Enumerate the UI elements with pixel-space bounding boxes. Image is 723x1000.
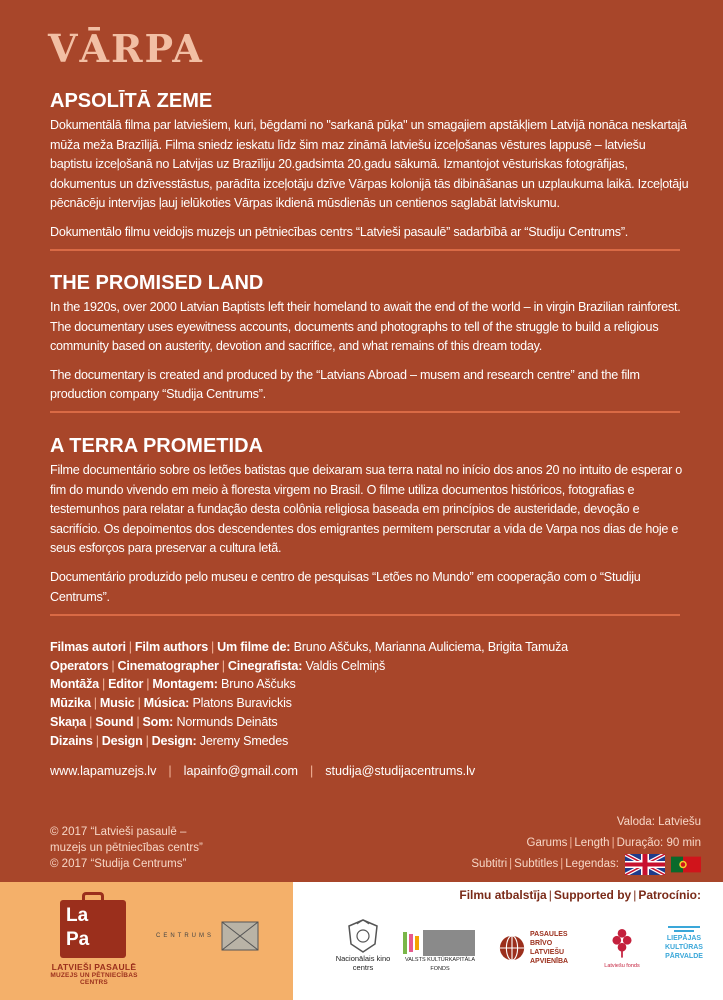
lapa-caption: LATVIEŠI PASAULĒ (51, 962, 137, 972)
subtitles-line: Subtitri | Subtitles | Legendas: (471, 854, 701, 875)
credit-role: Mūzika (50, 696, 91, 711)
sponsor-pbla (498, 930, 590, 966)
credit-role: Cinegrafista: (227, 658, 303, 673)
credit-role: Editor (108, 677, 144, 692)
globe-icon (498, 934, 526, 962)
portugal-flag-icon (671, 854, 701, 875)
sponsor-nkc (335, 918, 391, 972)
email-link[interactable]: studija@studijacentrums.lv (325, 764, 476, 778)
copyright-line: © 2017 “Latvieši pasaulē – (50, 826, 187, 838)
centrums-logo: CENTRUMS (156, 933, 214, 939)
credit-role: Operators (50, 658, 109, 673)
section-english (50, 272, 690, 405)
supported-label: Supported by (553, 888, 632, 902)
credit-role: Skaņa (50, 714, 87, 729)
credit-names: Normunds Deināts (176, 714, 278, 729)
email-link[interactable]: lapainfo@gmail.com (183, 764, 298, 778)
vkf-logo-icon (403, 928, 477, 956)
credits-list (50, 638, 690, 750)
contact-links (50, 764, 475, 778)
duration-line: Garums | Length | Duração: 90 min (526, 837, 701, 849)
divider (50, 614, 680, 616)
section-paragraph: In the 1920s, over 2000 Latvian Baptists left their homeland to await the end of the world – in virgin Brazilian rainforest. The documentary uses eyewitness accounts, documents and photographs to tell of the struggle to build a religious community based on austerity, devotion and sacrifice, and what remains of this dream today. (50, 300, 681, 354)
supported-label: Filmu atbalstīja (459, 888, 547, 902)
divider (50, 411, 680, 413)
credit-line: Mūzika | Music | Música: Platons Buravickis (50, 696, 292, 711)
sponsor-label: VALSTS KULTŪRKAPITĀLA FONDS (404, 957, 476, 972)
section-heading: APSOLĪTĀ ZEME (50, 90, 213, 112)
credit-role: Sound (95, 714, 134, 729)
coat-of-arms-icon (343, 918, 383, 954)
supported-label: Patrocínio: (638, 888, 701, 902)
credit-role: Design: (151, 733, 197, 748)
credit-role: Um filme de: (217, 640, 291, 654)
section-latvian (50, 90, 690, 243)
sponsor-label: LIEPĀJAS KULTŪRAS PĀRVALDE (665, 935, 703, 960)
sponsor-liepaja (654, 924, 714, 961)
duration-label: Length (574, 837, 610, 849)
separator: | (168, 764, 172, 778)
section-portuguese (50, 435, 690, 607)
sponsor-vkf (403, 928, 477, 974)
liepaja-logo-icon (664, 924, 704, 934)
credit-names: Platons Buravickis (192, 696, 292, 711)
credit-line: Operators | Cinematographer | Cinegrafista: Valdis Celmiņš (50, 658, 386, 673)
credit-line: Filmas autori | Film authors | Um filme de: Bruno Aščuks, Marianna Auliciema, Brigita Tamuža (50, 640, 568, 654)
divider (50, 249, 680, 251)
subtitle-label: Subtitles (514, 858, 559, 870)
sponsor-label: Nacionālais kino centrs (335, 954, 391, 972)
lapa-text: Pa (66, 929, 90, 950)
credit-role: Design (101, 733, 143, 748)
language-label: Valoda: Latviešu (616, 816, 701, 828)
suitcase-icon (60, 900, 126, 958)
credit-role: Som: (142, 714, 174, 729)
credit-names: Valdis Celmiņš (305, 658, 386, 673)
section-paragraph: Filme documentário sobre os letões batistas que deixaram sua terra natal no início dos anos 20 no intuito de esperar o fim do mundo vivendo em meio à floresta virgem no Brasil. O filme utiliza documentos históricos, fotografias e testemunhos para relatar a fundação desta colônia religiosa baseada em princípios de austeridade, devoção e sacrifício. Os depoimentos dos descendentes dos emigrantes permitem perscrutar a vida de Varpa nos dias de hoje e seus esforços para preservar a cultura letã. (50, 463, 683, 556)
credit-names: Bruno Aščuks (221, 677, 296, 692)
varpa-logo-title: VĀRPA (48, 26, 204, 71)
section-heading: A TERRA PROMETIDA (50, 435, 263, 457)
credit-names: Bruno Aščuks, Marianna Auliciema, Brigita Tamuža (293, 640, 568, 654)
credit-names: Jeremy Smedes (199, 733, 289, 748)
credit-role: Film authors (134, 640, 209, 654)
lapa-text: La (66, 905, 89, 926)
uk-flag-icon (625, 854, 665, 875)
credit-role: Music (99, 696, 135, 711)
credit-role: Montagem: (152, 677, 218, 692)
section-paragraph: Dokumentālo filmu veidojis muzejs un pētniecības centrs “Latvieši pasaulē” sadarbībā ar “Studiju Centrums”. (50, 224, 629, 239)
credit-role: Música: (143, 696, 190, 711)
copyright-line: muzejs un pētniecības centrs” (50, 842, 203, 854)
website-link[interactable]: www.lapamuzejs.lv (50, 764, 157, 778)
lapa-logo (46, 900, 142, 986)
credit-role: Cinematographer (117, 658, 219, 673)
lapa-subcaption: MUZEJS UN PĒTNIECĪBAS CENTRS (50, 972, 138, 986)
credit-role: Dizains (50, 733, 93, 748)
duration-label: Duração: (616, 837, 664, 849)
studija-centrums-logo-icon (221, 921, 259, 951)
credit-line: Dizains | Design | Design: Jeremy Smedes (50, 733, 289, 748)
credit-line: Montāža | Editor | Montagem: Bruno Aščuks (50, 677, 296, 692)
copyright-line: © 2017 “Studija Centrums” (50, 858, 187, 870)
copyright-block (50, 824, 203, 872)
sponsor-latviesu-fonds (600, 922, 644, 971)
duration-value: 90 min (666, 837, 701, 849)
film-meta (471, 812, 701, 875)
separator: | (309, 764, 314, 778)
credit-role: Filmas autori (50, 640, 126, 654)
credit-line: Skaņa | Sound | Som: Normunds Deināts (50, 714, 278, 729)
flower-icon (609, 922, 635, 962)
subtitle-label: Subtitri (471, 858, 508, 870)
credit-role: Montāža (50, 677, 99, 692)
section-heading: THE PROMISED LAND (50, 272, 264, 294)
sponsor-label: Latviešu fonds (604, 963, 640, 969)
sponsor-label: PASAULES BRĪVO LATVIEŠU APVIENĪBA (530, 931, 569, 965)
supported-by: Filmu atbalstīja | Supported by | Patrocínio: (459, 888, 701, 902)
subtitle-label: Legendas: (565, 858, 619, 870)
section-paragraph: Documentário produzido pelo museu e centro de pesquisas “Letões no Mundo” em cooperação com o “Studiju Centrums”. (50, 569, 641, 604)
section-paragraph: Dokumentālā filma par latviešiem, kuri, bēgdami no "sarkanā pūķa" un smagajiem apstākļiem Latvijā nonāca neskartajā mūža meža Brazīlijā. Filma sniedz ieskatu līdz šim maz zināmā latviešu izceļošanas vēstures lappusē – latviešu baptistu izceļošanā no Latvijas uz Brazīliju 20.gadsimta 20.gadu sākumā. Izmantojot vēsturiskas fotogrāfijas, dokumentus un dzīvesstāstus, parādīta izceļotāju dzīve Vārpas kolonijā tās dibināšanas un uzplaukuma laikā. Izceļotāju pēcnācēju intervijas ļauj ielūkoties Vārpas ikdienā mūsdienās un centienos saglabāt latviskumu. (50, 118, 689, 211)
section-paragraph: The documentary is created and produced by the “Latvians Abroad – musem and research centre” and the film production company “Studija Centrums”. (50, 367, 640, 402)
duration-label: Garums (526, 837, 568, 849)
